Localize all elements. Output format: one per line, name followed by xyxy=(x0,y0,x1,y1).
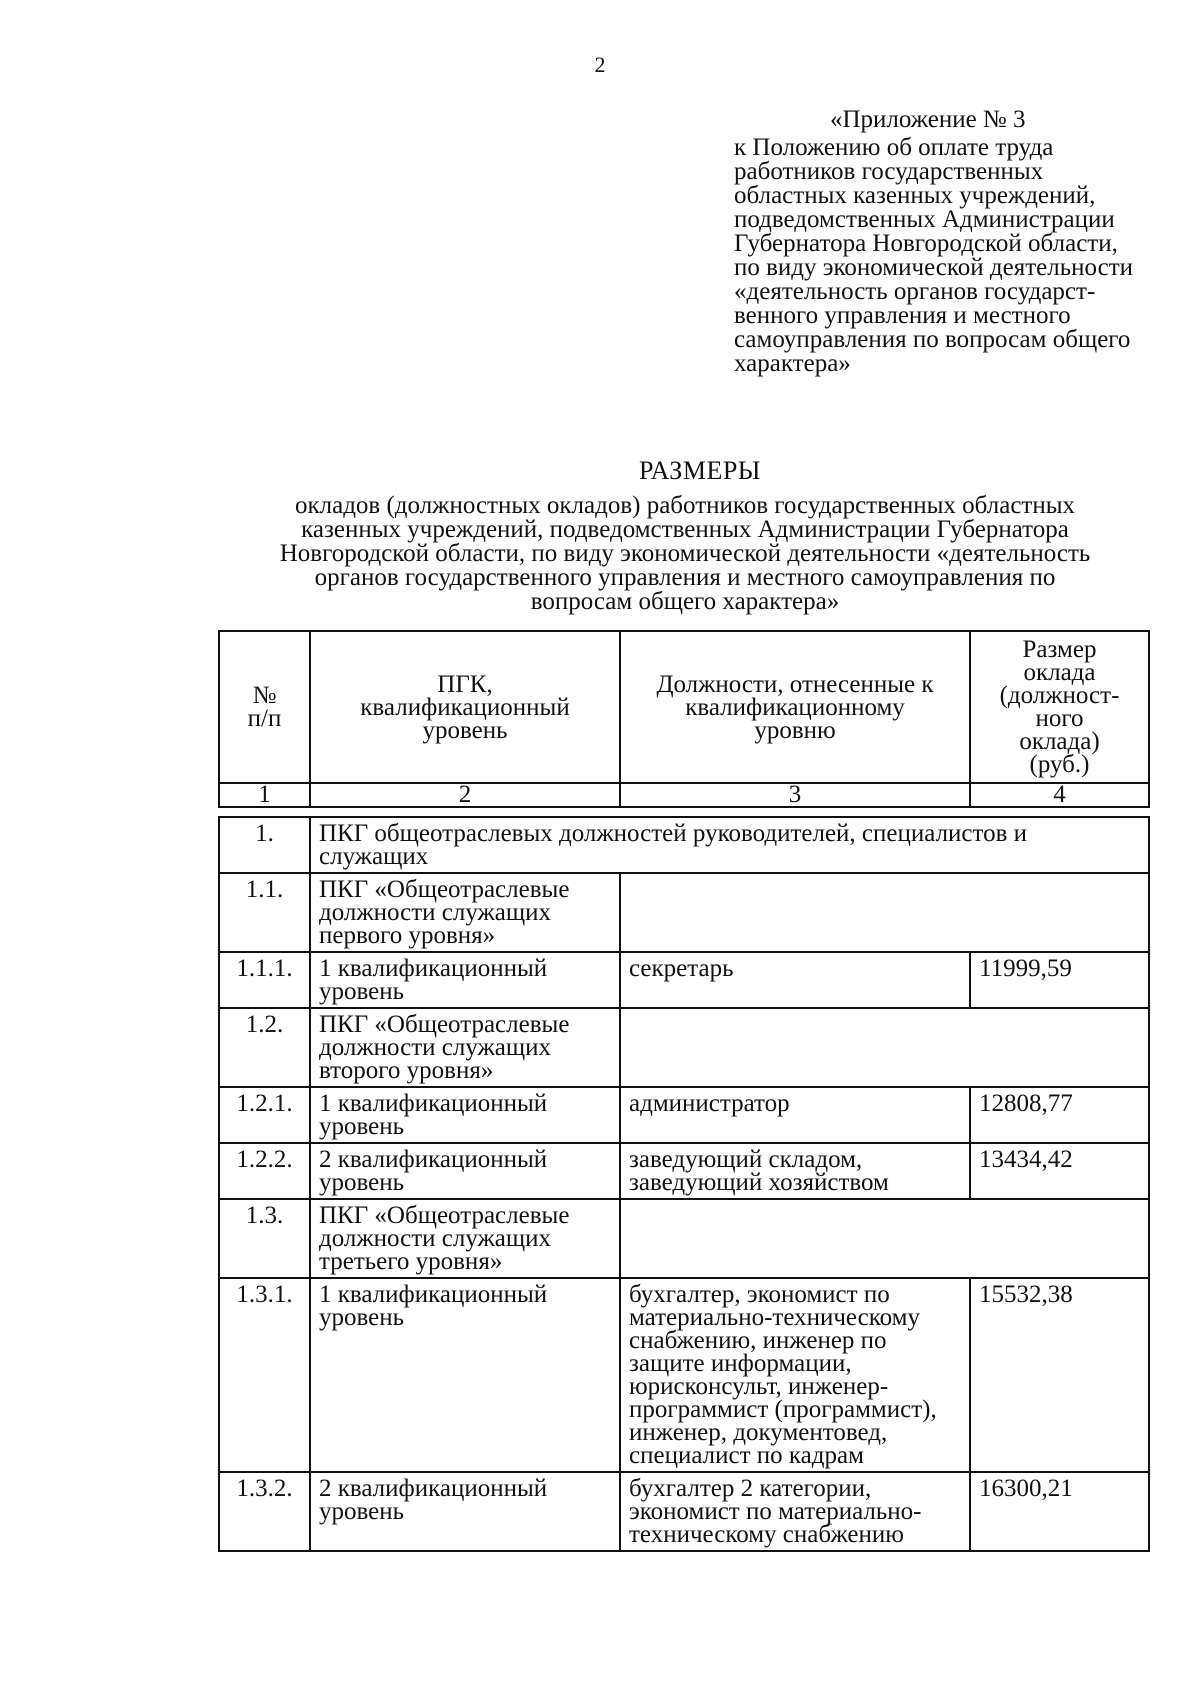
row-level: ПКГ «Общеотраслевые должности служащих второго уровня» xyxy=(310,1008,620,1087)
row-number: 1.3. xyxy=(219,1199,310,1278)
table-row xyxy=(219,1008,1149,1087)
row-number: 1.2.1. xyxy=(219,1087,310,1143)
row-positions: бухгалтер, экономист по материально-техническому снабжению, инженер по защите информации, юрисконсульт, инженер- программист (программист), инженер, документовед, специалист по кадрам xyxy=(620,1278,970,1472)
row-positions: бухгалтер 2 категории, экономист по материально- техническому снабжению xyxy=(620,1472,970,1551)
table-gap xyxy=(219,807,1149,817)
appendix-reference: к Положению об оплате труда работников государственных областных казенных учреждений, подведомственных Администрации Губернатора Новгородской области, по виду экономической деятельности «деятельность органов государст- венного управления и местного самоуправления по вопросам общего характера» xyxy=(734,134,1133,377)
header-positions: Должности, отнесенные к квалификационному уровню xyxy=(620,631,970,783)
header-salary: Размер оклада (должност- ного оклада) (руб.) xyxy=(970,631,1149,783)
row-salary: 15532,38 xyxy=(970,1278,1149,1472)
row-positions: администратор xyxy=(620,1087,970,1143)
table-row xyxy=(219,1087,1149,1143)
header-level: ПГК, квалификационный уровень xyxy=(310,631,620,783)
row-number: 1.2. xyxy=(219,1008,310,1087)
row-salary: 13434,42 xyxy=(970,1143,1149,1199)
row-positions xyxy=(620,1008,1149,1087)
group-title: ПКГ общеотраслевых должностей руководителей, специалистов и служащих xyxy=(310,817,1149,873)
table-row xyxy=(219,1472,1149,1551)
group-number: 1. xyxy=(219,817,310,873)
column-number: 3 xyxy=(620,783,970,807)
row-positions: секретарь xyxy=(620,952,970,1008)
table-row xyxy=(219,1143,1149,1199)
table-gap-cell xyxy=(219,807,1149,817)
table-row xyxy=(219,873,1149,952)
row-positions xyxy=(620,873,1149,952)
row-number: 1.3.2. xyxy=(219,1472,310,1551)
column-number-row xyxy=(219,783,1149,807)
row-level: 2 квалификационный уровень xyxy=(310,1143,620,1199)
table-row xyxy=(219,952,1149,1008)
row-number: 1.1.1. xyxy=(219,952,310,1008)
table-header-row xyxy=(219,631,1149,783)
page-number: 2 xyxy=(594,52,606,77)
row-salary: 12808,77 xyxy=(970,1087,1149,1143)
row-number: 1.1. xyxy=(219,873,310,952)
document-title: РАЗМЕРЫ xyxy=(639,456,761,485)
table-row xyxy=(219,1199,1149,1278)
row-level: 2 квалификационный уровень xyxy=(310,1472,620,1551)
header-number: № п/п xyxy=(219,631,310,783)
appendix-heading: «Приложение № 3 xyxy=(830,106,1026,133)
row-number: 1.2.2. xyxy=(219,1143,310,1199)
row-level: 1 квалификационный уровень xyxy=(310,1087,620,1143)
group-row xyxy=(219,817,1149,873)
column-number: 4 xyxy=(970,783,1149,807)
row-number: 1.3.1. xyxy=(219,1278,310,1472)
row-positions xyxy=(620,1199,1149,1278)
row-salary: 16300,21 xyxy=(970,1472,1149,1551)
table-row xyxy=(219,1278,1149,1472)
row-level: 1 квалификационный уровень xyxy=(310,1278,620,1472)
row-level: 1 квалификационный уровень xyxy=(310,952,620,1008)
column-number: 2 xyxy=(310,783,620,807)
row-level: ПКГ «Общеотраслевые должности служащих первого уровня» xyxy=(310,873,620,952)
row-positions: заведующий складом, заведующий хозяйством xyxy=(620,1143,970,1199)
salary-table xyxy=(218,630,1150,1552)
appendix-block xyxy=(734,108,1154,376)
row-level: ПКГ «Общеотраслевые должности служащих третьего уровня» xyxy=(310,1199,620,1278)
column-number: 1 xyxy=(219,783,310,807)
row-salary: 11999,59 xyxy=(970,952,1149,1008)
document-subtitle: окладов (должностных окладов) работников государственных областных казенных учреждений, подведомственных Администрации Губернатора Новгородской области, по виду экономической деятельности «деятельность органов государственного управления и местного самоуправления по вопросам общего характера» xyxy=(279,492,1091,615)
